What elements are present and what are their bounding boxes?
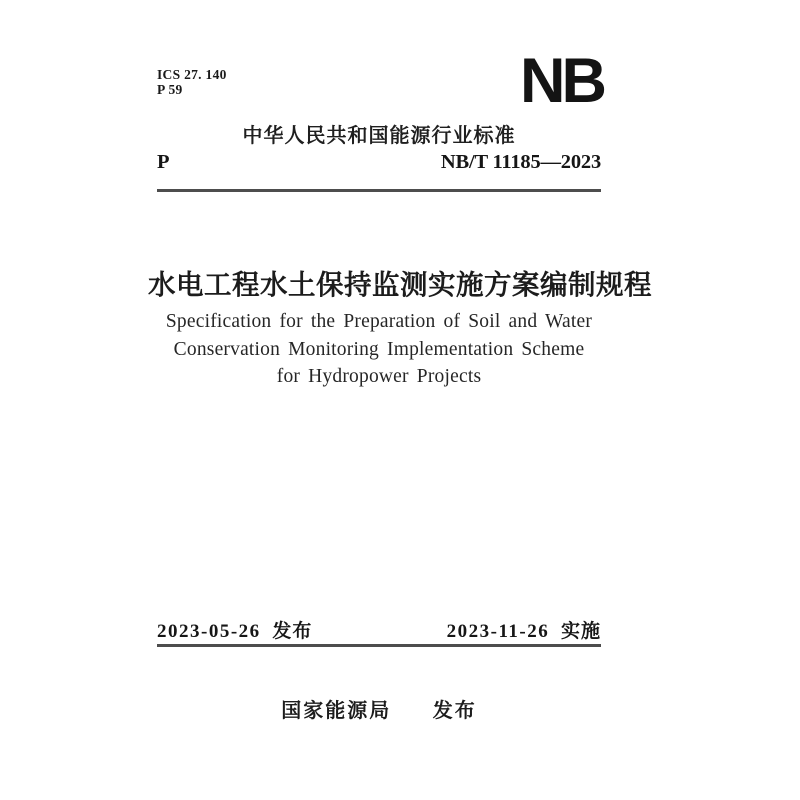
doc-code: P 59 [157, 82, 183, 97]
standard-number: NB/T 11185—2023 [440, 151, 601, 173]
bottom-divider-rule [157, 644, 601, 647]
publisher-line [157, 694, 601, 723]
release-label: 发布 [272, 621, 313, 642]
implement-date-item [447, 616, 601, 643]
ics-code: ICS 27. 140 [157, 67, 227, 82]
publisher-name: 国家能源局 [281, 700, 392, 722]
english-title-line-3: for Hydropower Projects [276, 366, 482, 387]
implement-date: 2023-11-26 [446, 621, 550, 642]
top-divider-rule [157, 189, 601, 192]
classification-row [157, 151, 601, 174]
english-title-line-1: Specification for the Preparation of Soil and Water [165, 311, 593, 332]
date-row [157, 616, 601, 643]
standard-type-title: 中华人民共和国能源行业标准 [242, 125, 516, 147]
nb-logo: NB [520, 46, 603, 116]
release-date: 2023-05-26 [157, 621, 261, 642]
classification-letter: P [157, 151, 170, 173]
release-date-item [157, 616, 312, 643]
chinese-title: 水电工程水土保持监测实施方案编制规程 [148, 269, 652, 300]
publisher-action: 发布 [432, 700, 477, 722]
ics-classification-block [157, 67, 227, 97]
implement-label: 实施 [560, 621, 601, 642]
english-title-line-2: Conservation Monitoring Implementation Scheme [173, 338, 585, 360]
english-title [157, 308, 601, 391]
